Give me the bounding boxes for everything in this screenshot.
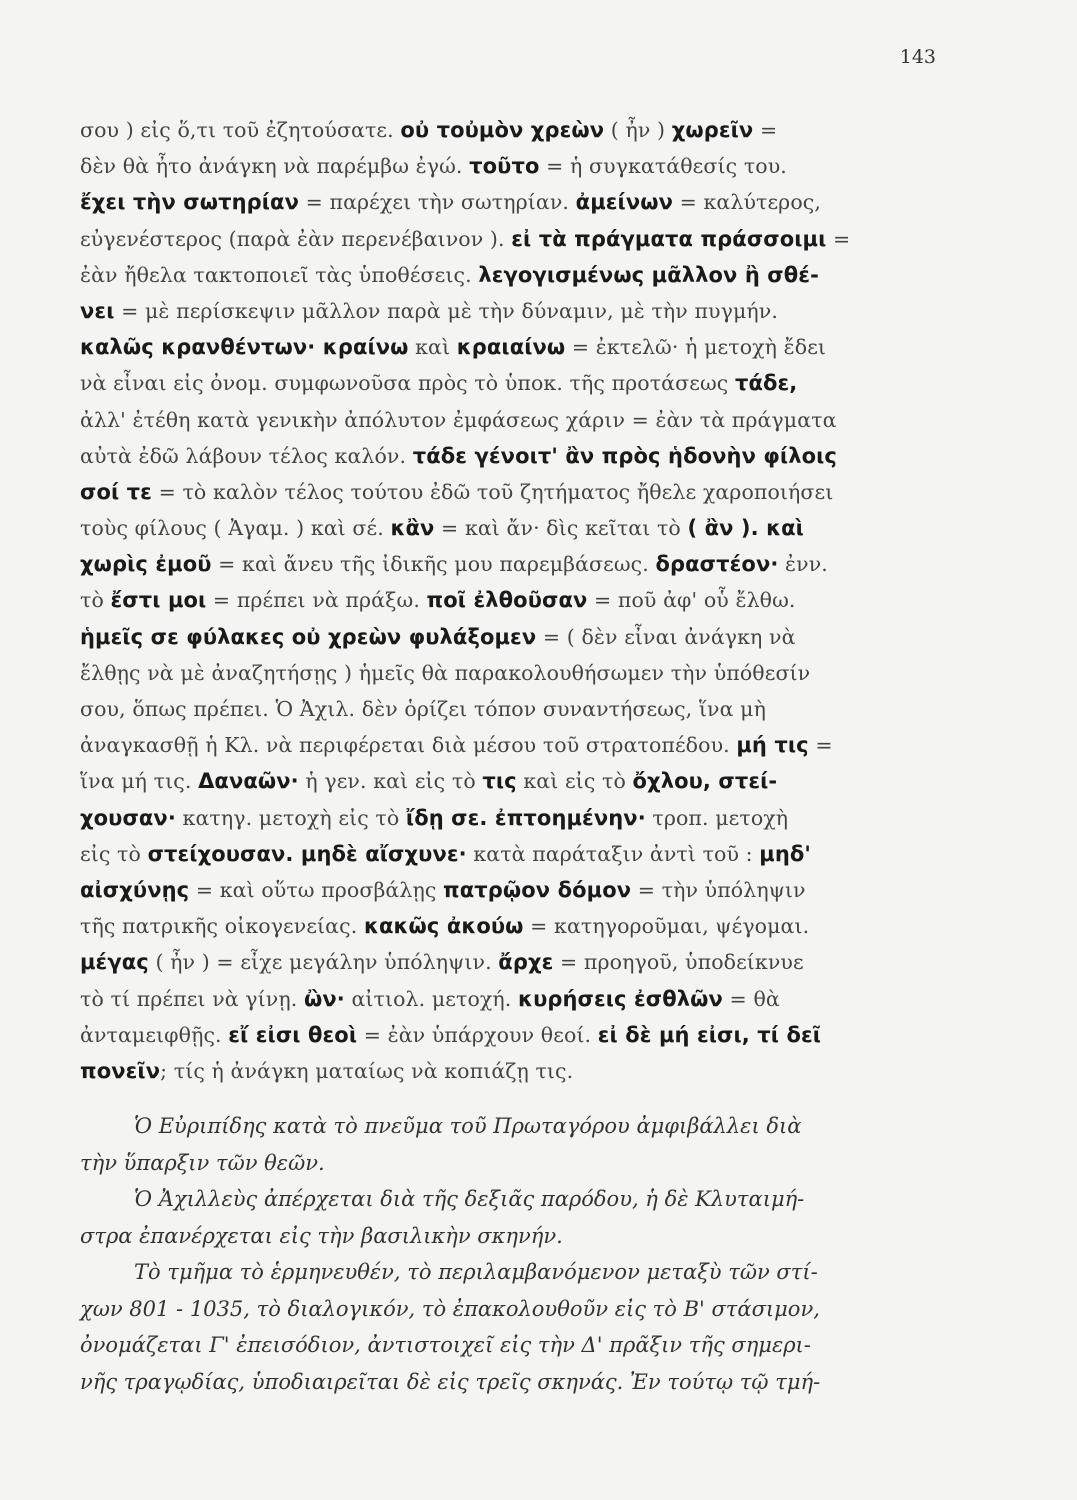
lemma-term: χωρεῖν bbox=[671, 118, 754, 142]
lemma-term: τάδε, bbox=[734, 371, 798, 396]
gloss-text: τοὺς φίλους ( Ἀγαμ. ) καὶ σέ. bbox=[80, 516, 391, 541]
commentary-line bbox=[80, 293, 940, 329]
lemma-term: μέγας bbox=[80, 950, 149, 975]
lemma-term: ἴδῃ σε. ἐπτοημένην· bbox=[405, 805, 646, 830]
gloss-text: = ( δὲν εἶναι ἀνάγκη νὰ bbox=[536, 624, 796, 649]
commentary-line bbox=[80, 257, 940, 293]
commentary-line bbox=[80, 1017, 940, 1053]
commentary-line bbox=[80, 872, 940, 908]
lemma-term: νει bbox=[80, 298, 115, 323]
commentary-line bbox=[80, 619, 940, 655]
gloss-text: ( ἦν ) = εἶχε μεγάλην ὑπόληψιν. bbox=[148, 950, 499, 975]
commentary-line bbox=[80, 655, 940, 691]
lemma-term: κἂν bbox=[390, 516, 435, 541]
commentary-line bbox=[80, 365, 940, 401]
commentary-line bbox=[80, 582, 940, 618]
gloss-text: τῆς πατρικῆς οἰκογενείας. bbox=[80, 914, 364, 939]
gloss-text: = καὶ ἄνευ τῆς ἰδικῆς μου παρεμβάσεως. bbox=[211, 552, 656, 577]
note-line: Ὁ Ἀχιλλεὺς ἀπέρχεται διὰ τῆς δεξιᾶς παρόδου, ἡ δὲ Κλυταιμή- bbox=[134, 1187, 805, 1211]
commentary-line bbox=[80, 546, 940, 582]
lemma-term: ὢν· bbox=[303, 986, 345, 1011]
lemma-term: ἄρχε bbox=[498, 950, 554, 975]
commentary-line bbox=[80, 908, 940, 944]
gloss-text: ἀλλ' ἐτέθη κατὰ γενικὴν ἀπόλυτον ἐμφάσεως χάριν = ἐὰν τὰ πράγματα bbox=[80, 407, 837, 432]
lemma-term: κραιαίνω bbox=[456, 335, 566, 360]
lemma-term: πατρῷον δόμον bbox=[443, 877, 632, 902]
lemma-term: ἔχει τὴν σωτηρίαν bbox=[80, 190, 299, 215]
lemma-term: σοί τε bbox=[80, 479, 152, 504]
lemma-term: πονεῖν bbox=[80, 1058, 161, 1083]
gloss-text: = παρέχει τὴν σωτηρίαν. bbox=[299, 190, 576, 215]
commentary-line bbox=[80, 944, 940, 980]
gloss-text: = ἐκτελῶ· ἡ μετοχὴ ἔδει bbox=[565, 335, 827, 360]
commentary-line bbox=[80, 474, 940, 510]
notes-block bbox=[80, 1108, 940, 1400]
lemma-term: μηδ' bbox=[759, 841, 811, 866]
commentary-line bbox=[80, 148, 940, 184]
commentary-line bbox=[80, 184, 940, 220]
commentary-line bbox=[80, 112, 940, 148]
gloss-text: εὐγενέστερος (παρὰ ἐὰν περενέβαινον ). bbox=[80, 226, 512, 251]
lemma-term: δραστέον· bbox=[655, 552, 779, 577]
gloss-text: = κατηγοροῦμαι, ψέγομαι. bbox=[523, 914, 810, 939]
gloss-text: = τὴν ὑπόληψιν bbox=[631, 877, 806, 902]
gloss-text: τὸ bbox=[80, 588, 111, 613]
gloss-text: κατηγ. μετοχὴ εἰς τὸ bbox=[175, 805, 406, 830]
gloss-text: = καὶ ἄν· δὶς κεῖται τὸ bbox=[434, 516, 688, 541]
gloss-text: = καλύτερος, bbox=[672, 190, 821, 215]
commentary-line bbox=[80, 1053, 940, 1089]
lemma-term: εἰ δὲ μή εἰσι, τί δεῖ bbox=[597, 1022, 822, 1047]
gloss-text: σου, ὅπως πρέπει. Ὁ Ἀχιλ. δὲν ὁρίζει τόπον συναντήσεως, ἵνα μὴ bbox=[80, 697, 766, 721]
commentary-line bbox=[80, 221, 940, 257]
gloss-text: ἐνν. bbox=[778, 552, 828, 577]
commentary-line bbox=[80, 800, 940, 836]
lemma-term: κυρήσεις ἐσθλῶν bbox=[518, 986, 723, 1011]
gloss-text: τὸ τί πρέπει νὰ γίνῃ. bbox=[80, 986, 304, 1011]
commentary-line bbox=[80, 691, 940, 727]
note-line: Ὁ Εὐριπίδης κατὰ τὸ πνεῦμα τοῦ Πρωταγόρου ἀμφιβάλλει διὰ bbox=[134, 1114, 802, 1138]
lemma-term: μή τις bbox=[736, 733, 809, 758]
lemma-term: κακῶς ἀκούω bbox=[363, 914, 524, 939]
gloss-text: καὶ εἰς τὸ bbox=[516, 769, 633, 794]
page-number: 143 bbox=[899, 46, 936, 68]
lemma-term: τοῦτο bbox=[469, 154, 540, 179]
commentary-line bbox=[80, 836, 940, 872]
lemma-term: στείχουσαν. μηδὲ αἴσχυνε· bbox=[147, 841, 467, 866]
gloss-text: = bbox=[826, 226, 851, 251]
lemma-term: χουσαν· bbox=[80, 805, 176, 830]
lemma-term: τις bbox=[482, 769, 517, 794]
gloss-text: ἵνα μή τις. bbox=[80, 769, 199, 794]
commentary-block bbox=[80, 112, 940, 1089]
gloss-text: ἔλθῃς νὰ μὲ ἀναζητήσῃς ) ἡμεῖς θὰ παρακολουθήσωμεν τὴν ὑπόθεσίν bbox=[80, 660, 811, 685]
gloss-text: ( ἦν ) bbox=[604, 118, 672, 142]
lemma-term: εἰ τὰ πράγματα πράσσοιμι bbox=[511, 226, 827, 251]
gloss-text: καὶ bbox=[408, 335, 457, 360]
gloss-text: αὐτὰ ἐδῶ λάβουν τέλος καλόν. bbox=[80, 443, 413, 468]
commentary-line bbox=[80, 510, 940, 546]
note-line: νῆς τραγῳδίας, ὑποδιαιρεῖται δὲ εἰς τρεῖς σκηνάς. Ἐν τούτῳ τῷ τμή- bbox=[80, 1369, 821, 1394]
commentary-line bbox=[80, 402, 940, 438]
gloss-text: = καὶ οὕτω προσβάλῃς bbox=[189, 877, 444, 902]
lemma-term: ποῖ ἐλθοῦσαν bbox=[426, 588, 588, 613]
note-line: ὀνομάζεται Γ' ἐπεισόδιον, ἀντιστοιχεῖ εἰς τὴν Δ' πρᾶξιν τῆς σημερι- bbox=[80, 1333, 811, 1357]
gloss-text: = ποῦ ἀφ' οὗ ἔλθω. bbox=[587, 588, 796, 613]
lemma-term: τάδε γένοιτ' ἂν πρὸς ἡδονὴν φίλοις bbox=[412, 443, 837, 468]
lemma-term: Δαναῶν· bbox=[198, 769, 299, 794]
gloss-text: = ἡ συγκατάθεσίς του. bbox=[539, 154, 787, 179]
gloss-text: τροπ. μετοχὴ bbox=[645, 805, 789, 830]
commentary-line bbox=[80, 727, 940, 763]
note-line: τὴν ὕπαρξιν τῶν θεῶν. bbox=[80, 1150, 325, 1175]
gloss-text: ἡ γεν. καὶ εἰς τὸ bbox=[298, 769, 483, 794]
gloss-text: = τὸ καλὸν τέλος τούτου ἐδῶ τοῦ ζητήματος ἤθελε χαροποιήσει bbox=[151, 479, 834, 504]
commentary-line bbox=[80, 763, 940, 799]
gloss-text: = μὲ περίσκεψιν μᾶλλον παρὰ μὲ τὴν δύναμιν, μὲ τὴν πυγμήν. bbox=[114, 298, 778, 323]
gloss-text: = θὰ bbox=[722, 986, 780, 1011]
gloss-text: = bbox=[808, 733, 833, 758]
lemma-term: οὐ τοὐμὸν χρεὼν bbox=[400, 118, 605, 142]
gloss-text: κατὰ παράταξιν ἀντὶ τοῦ : bbox=[466, 841, 760, 866]
gloss-text: ἀνταμειφθῇς. bbox=[80, 1022, 229, 1047]
gloss-text: εἰς τὸ bbox=[80, 841, 148, 866]
note-line: χων 801 - 1035, τὸ διαλογικόν, τὸ ἐπακολουθοῦν εἰς τὸ Β' στάσιμον, bbox=[80, 1296, 820, 1321]
commentary-line bbox=[80, 438, 940, 474]
gloss-text: νὰ εἶναι εἰς ὀνομ. συμφωνοῦσα πρὸς τὸ ὑποκ. τῆς προτάσεως bbox=[80, 371, 735, 396]
lemma-term: εἴ εἰσι θεοὶ bbox=[228, 1022, 358, 1047]
lemma-term: ἔστι μοι bbox=[110, 588, 207, 613]
note-line: Τὸ τμῆμα τὸ ἑρμηνευθέν, τὸ περιλαμβανόμενον μεταξὺ τῶν στί- bbox=[134, 1260, 818, 1284]
gloss-text: = πρέπει νὰ πράξω. bbox=[206, 588, 427, 613]
gloss-text: ἀναγκασθῇ ἡ Κλ. νὰ περιφέρεται διὰ μέσου τοῦ στρατοπέδου. bbox=[80, 733, 737, 758]
lemma-term: ἡμεῖς σε φύλακες οὐ χρεὼν φυλάξομεν bbox=[80, 624, 537, 649]
lemma-term: ὄχλου, στεί- bbox=[632, 769, 778, 794]
gloss-text: αἰτιολ. μετοχή. bbox=[344, 986, 519, 1011]
lemma-term: αἰσχύνῃς bbox=[80, 877, 190, 902]
gloss-text: ; τίς ἡ ἀνάγκη ματαίως νὰ κοπιάζῃ τις. bbox=[160, 1058, 574, 1083]
note-line: στρα ἐπανέρχεται εἰς τὴν βασιλικὴν σκηνήν. bbox=[80, 1223, 563, 1248]
commentary-line bbox=[80, 981, 940, 1017]
gloss-text: σου ) εἰς ὅ,τι τοῦ ἐζητούσατε. bbox=[80, 118, 401, 142]
lemma-term: καλῶς κρανθέντων· κραίνω bbox=[80, 335, 409, 360]
gloss-text: = bbox=[753, 118, 778, 142]
commentary-line bbox=[80, 329, 940, 365]
gloss-text: ἐὰν ἤθελα τακτοποιεῖ τὰς ὑποθέσεις. bbox=[80, 262, 479, 287]
gloss-text: δὲν θὰ ἦτο ἀνάγκη νὰ παρέμβω ἐγώ. bbox=[80, 154, 470, 179]
lemma-term: χωρὶς ἐμοῦ bbox=[80, 552, 212, 577]
lemma-term: λεγογισμένως μᾶλλον ἢ σθέ- bbox=[478, 262, 819, 287]
lemma-term: ( ἂν ). καὶ bbox=[687, 516, 804, 541]
gloss-text: = ἐὰν ὑπάρχουν θεοί. bbox=[357, 1022, 598, 1047]
gloss-text: = προηγοῦ, ὑποδείκνυε bbox=[553, 950, 804, 975]
lemma-term: ἀμείνων bbox=[575, 190, 673, 215]
